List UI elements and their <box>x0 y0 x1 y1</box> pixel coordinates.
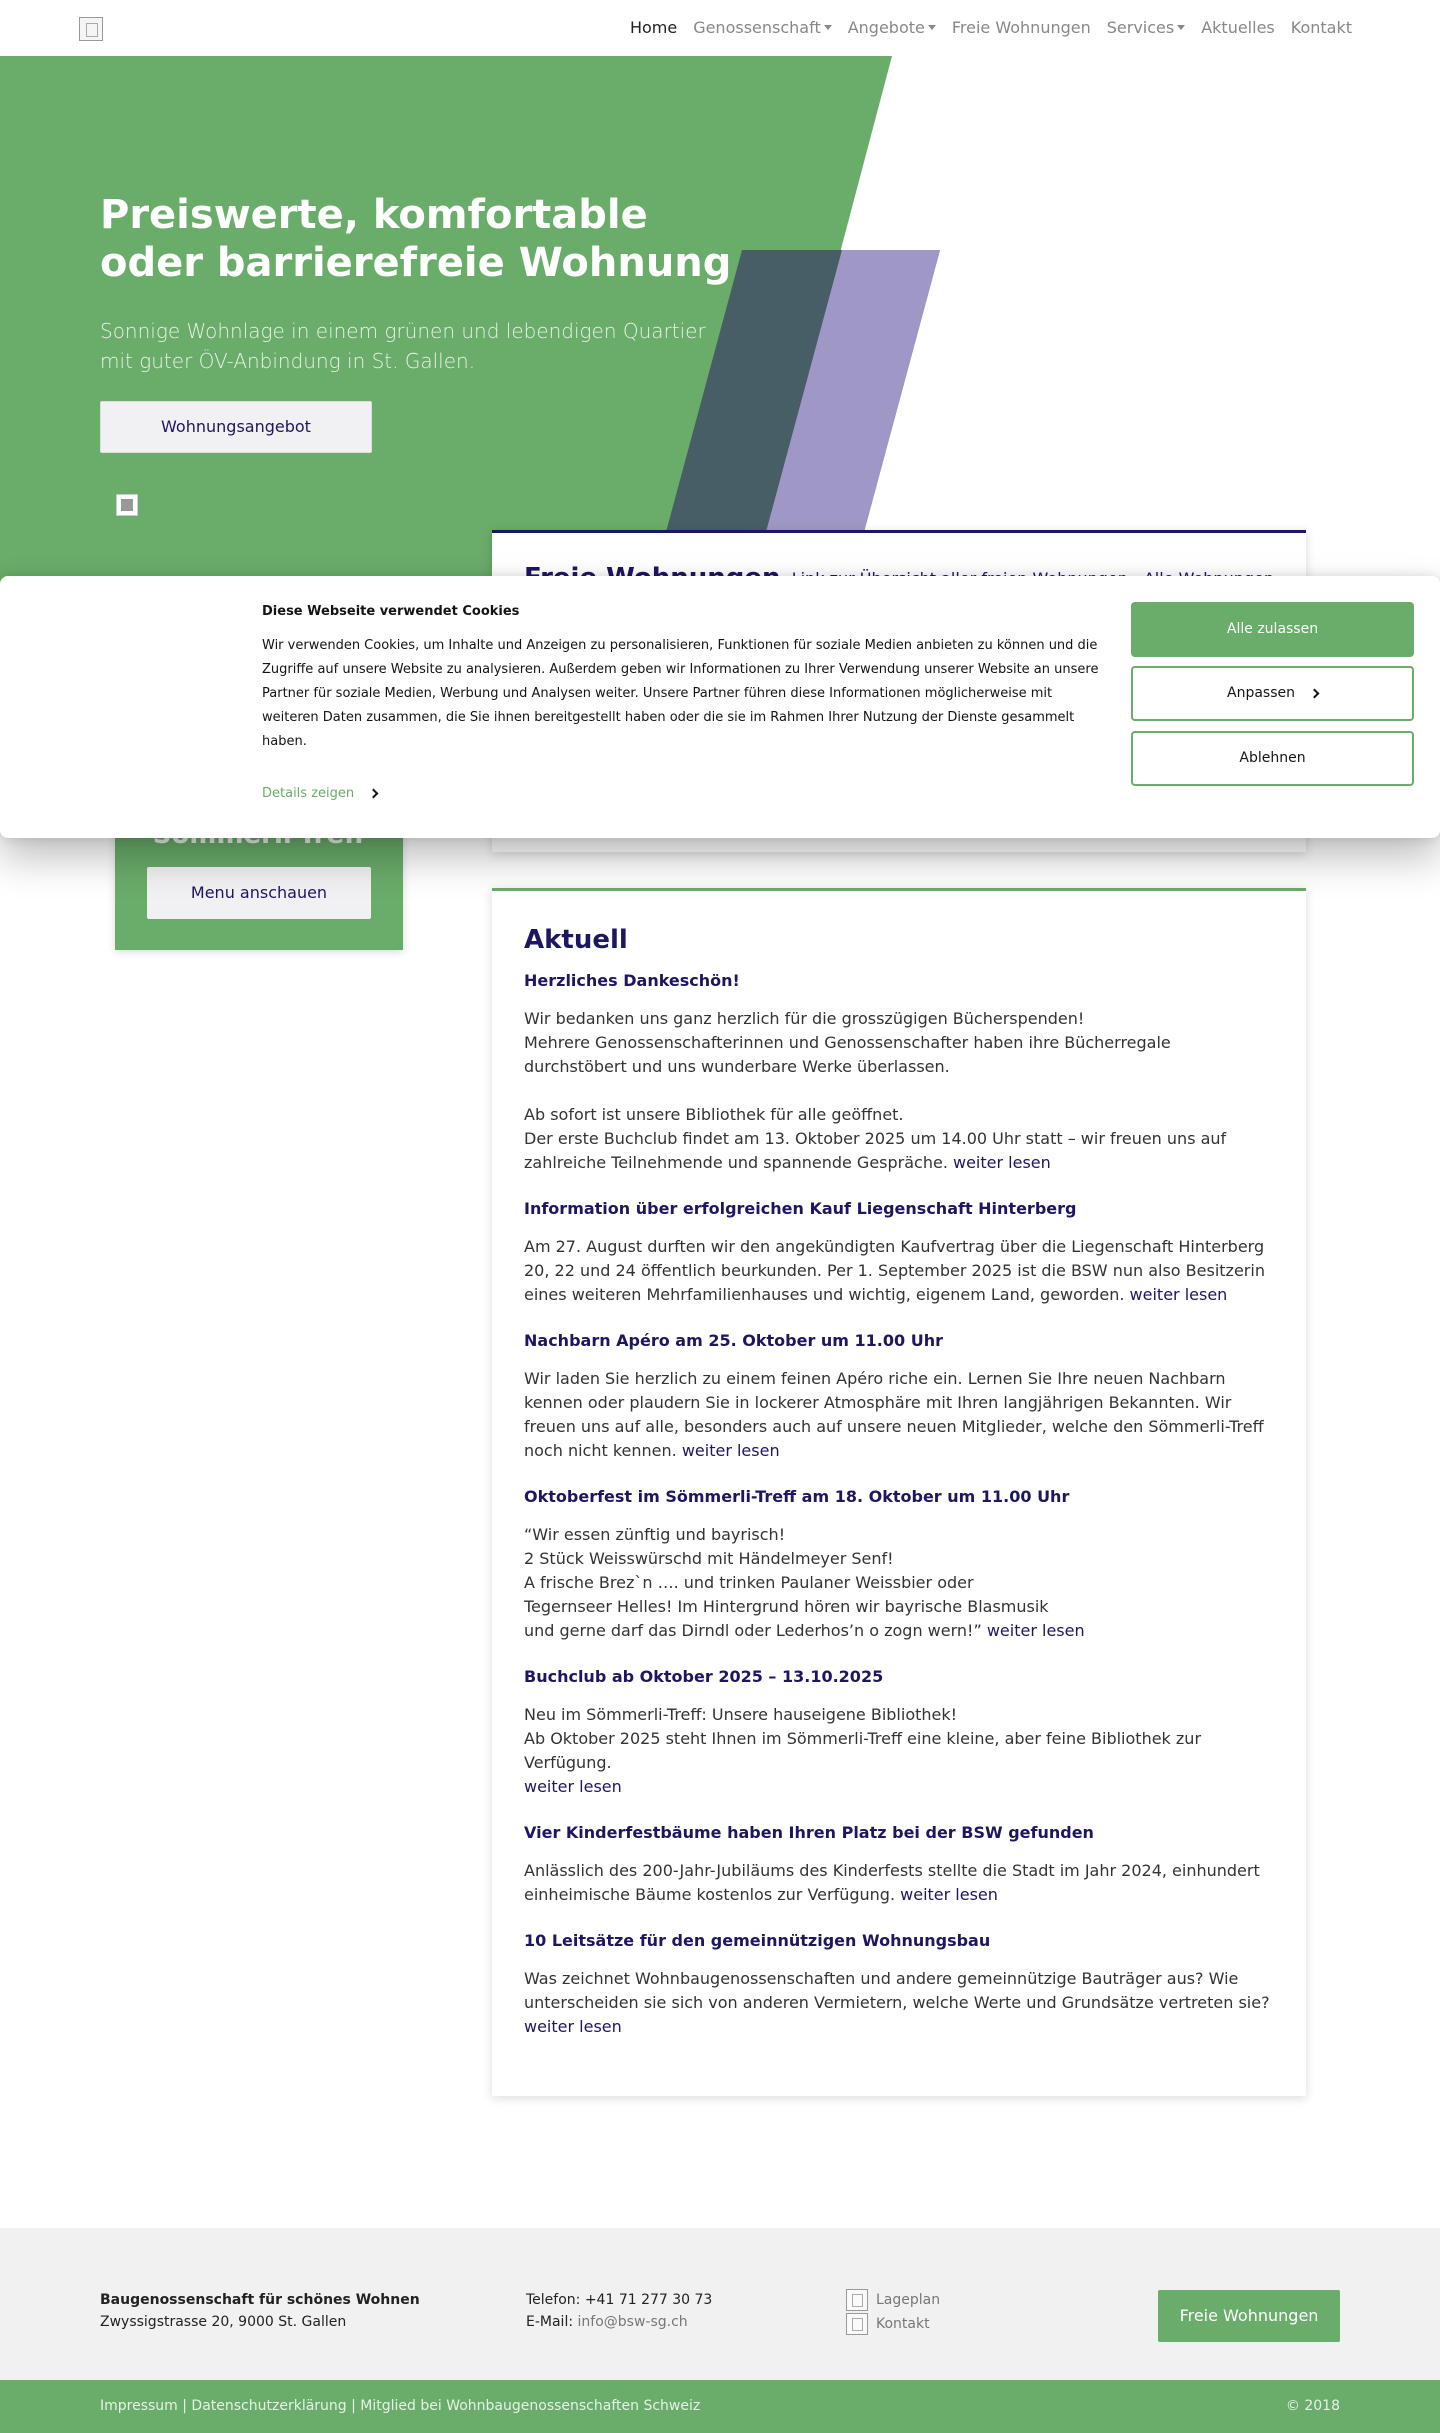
lageplan-icon <box>846 2289 868 2311</box>
news-item <box>524 1197 1274 1307</box>
news-item-body: Neu im Sömmerli-Treff: Unsere hauseigene Bibliothek! Ab Oktober 2025 steht Ihnen im Sömmerli-Treff eine kleine, aber feine Bibliothek zur Verfügung. <box>524 1705 1202 1772</box>
news-item-text <box>524 1859 1274 1907</box>
cookie-deny-button[interactable]: Ablehnen <box>1131 731 1414 786</box>
footer-email-link[interactable]: info@bsw-sg.ch <box>577 2314 688 2330</box>
cookie-details-link[interactable] <box>262 786 377 801</box>
footer-link-kontakt[interactable] <box>846 2312 940 2336</box>
news-item-text <box>524 1235 1274 1307</box>
news-item <box>524 1485 1274 1643</box>
weiter-lesen-link[interactable]: weiter lesen <box>524 2017 622 2036</box>
news-item-text <box>524 1967 1274 2039</box>
news-item-title[interactable]: Buchclub ab Oktober 2025 – 13.10.2025 <box>524 1667 884 1686</box>
news-item-title[interactable]: Information über erfolgreichen Kauf Liegenschaft Hinterberg <box>524 1199 1077 1218</box>
broken-image-icon <box>116 494 138 516</box>
cookie-title: Diese Webseite verwendet Cookies <box>262 604 520 619</box>
cookie-details-label: Details zeigen <box>262 786 355 801</box>
news-item-title[interactable]: Herzliches Dankeschön! <box>524 971 740 990</box>
nav-freie-wohnungen[interactable]: Freie Wohnungen <box>951 18 1091 37</box>
news-item-body: Ab sofort ist unsere Bibliothek für alle geöffnet. Der erste Buchclub findet am 13. Oktober 2025 um 14.00 Uhr statt – wir freuen uns auf zahlreiche Teilnehmende und spannende Gespräche. <box>524 1105 1227 1172</box>
nav-services[interactable]: Services <box>1107 18 1185 37</box>
news-item <box>524 969 1274 1175</box>
main-menu <box>630 18 1352 37</box>
cookie-adjust-button[interactable] <box>1131 666 1414 721</box>
news-item-text <box>524 1367 1274 1463</box>
news-list <box>524 969 1274 2061</box>
footer-org-name: Baugenossenschaft für schönes Wohnen <box>100 2292 420 2308</box>
legal-links[interactable]: Impressum | Datenschutzerklärung | Mitglied bei Wohnbaugenossenschaften Schweiz <box>100 2398 701 2414</box>
news-item-body: Am 27. August durften wir den angekündigten Kaufvertrag über die Liegenschaft Hinterberg 20, 22 und 24 öffentlich beurkunden. Per 1. September 2025 ist die BSW nun also Besitzerin eines weiteren Mehrfamilienhauses und wichtig, eigenem Land, geworden. <box>524 1237 1265 1304</box>
weiter-lesen-link[interactable]: weiter lesen <box>681 1441 780 1460</box>
bottom-bar <box>0 2380 1440 2433</box>
wohnungsangebot-button[interactable]: Wohnungsangebot <box>100 401 372 453</box>
nav-angebote[interactable]: Angebote <box>848 18 936 37</box>
top-navigation <box>0 0 1440 56</box>
weiter-lesen-link[interactable]: weiter lesen <box>953 1153 1051 1172</box>
footer-email-label: E-Mail: <box>526 2314 578 2330</box>
news-heading: Aktuell <box>524 925 628 955</box>
news-item-body: Wir laden Sie herzlich zu einem feinen Apéro riche ein. Lernen Sie Ihre neuen Nachbarn kennen oder plaudern Sie in lockerer Atmosphäre mit Ihren langjährigen Bekannten. Wir freuen uns auf alle, besonders auch auf unsere neuen Mitglieder, welche den Sömmerli-Treff noch nicht kennen. <box>524 1369 1264 1460</box>
nav-kontakt[interactable]: Kontakt <box>1290 18 1352 37</box>
menu-anschauen-button[interactable]: Menu anschauen <box>147 867 371 919</box>
cookie-text: Wir verwenden Cookies, um Inhalte und Anzeigen zu personalisieren, Funktionen für soziale Medien anbieten zu können und die Zugriffe auf unsere Website zu analysieren. Außerdem geben wir Informationen zu Ihrer Verwendung unserer Website an unsere Partner für soziale Medien, Werbung und Analysen weiter. Unsere Partner führen diese Informationen möglicherweise mit weiteren Daten zusammen, die Sie ihnen bereitgestellt haben oder die sie im Rahmen Ihrer Nutzung der Dienste gesammelt haben. <box>262 638 1099 749</box>
cookie-banner <box>0 576 1440 838</box>
news-item-text <box>524 1703 1274 1799</box>
footer-contact-block <box>526 2289 712 2333</box>
news-item-title[interactable]: Nachbarn Apéro am 25. Oktober um 11.00 Uhr <box>524 1331 943 1350</box>
news-item <box>524 1929 1274 2039</box>
kontakt-icon <box>846 2313 868 2335</box>
hero-title: Preiswerte, komfortable oder barrierefreie Wohnung <box>100 192 732 286</box>
footer <box>0 2228 1440 2380</box>
footer-email-line <box>526 2311 712 2333</box>
weiter-lesen-link[interactable]: weiter lesen <box>986 1621 1085 1640</box>
hero-subtitle: Sonnige Wohnlage in einem grünen und lebendigen Quartier mit guter ÖV-Anbindung in St. Gallen. <box>100 319 706 373</box>
news-item <box>524 1665 1274 1799</box>
cookie-allow-all-button[interactable]: Alle zulassen <box>1131 602 1414 657</box>
news-item-title[interactable]: 10 Leitsätze für den gemeinnützigen Wohnungsbau <box>524 1931 991 1950</box>
footer-link-label: Kontakt <box>876 2316 930 2332</box>
news-item-body: “Wir essen zünftig und bayrisch! 2 Stück Weisswürschd mit Händelmeyer Senf! A frische Brez`n …. und trinken Paulaner Weissbier oder Tegernseer Helles! Im Hintergrund hören wir bayrische Blasmusik und gerne darf das Dirndl oder Lederhos’n o zogn wern!” <box>524 1525 1049 1640</box>
weiter-lesen-link[interactable]: weiter lesen <box>1129 1285 1228 1304</box>
news-item-text <box>524 1007 1274 1079</box>
news-item-text <box>524 1103 1274 1175</box>
weiter-lesen-link[interactable]: weiter lesen <box>900 1885 998 1904</box>
footer-address-block <box>100 2289 420 2333</box>
nav-genossenschaft[interactable]: Genossenschaft <box>693 18 832 37</box>
weiter-lesen-link[interactable]: weiter lesen <box>524 1777 622 1796</box>
chevron-right-icon <box>1310 689 1320 699</box>
footer-links <box>846 2288 940 2336</box>
footer-phone[interactable]: Telefon: +41 71 277 30 73 <box>526 2292 713 2308</box>
news-item-title[interactable]: Vier Kinderfestbäume haben Ihren Platz bei der BSW gefunden <box>524 1823 1094 1842</box>
footer-freie-wohnungen-button[interactable]: Freie Wohnungen <box>1158 2290 1340 2342</box>
news-item-body: Wir bedanken uns ganz herzlich für die grosszügigen Bücherspenden! Mehrere Genossenschafterinnen und Genossenschafter haben ihre Bücherregale durchstöbert und uns wunderbare Werke überlassen. <box>524 1009 1171 1076</box>
news-item <box>524 1329 1274 1463</box>
news-item-text <box>524 1523 1274 1643</box>
news-item-title[interactable]: Oktoberfest im Sömmerli-Treff am 18. Oktober um 11.00 Uhr <box>524 1487 1070 1506</box>
footer-link-lageplan[interactable] <box>846 2288 940 2312</box>
chevron-right-icon <box>369 789 379 799</box>
news-item-body: Anlässlich des 200-Jahr-Jubiläums des Kinderfests stellte die Stadt im Jahr 2024, einhundert einheimische Bäume kostenlos zur Verfügung. <box>524 1861 1260 1904</box>
news-item <box>524 1821 1274 1907</box>
logo-icon[interactable] <box>79 17 103 41</box>
news-item-body: Was zeichnet Wohnbaugenossenschaften und andere gemeinnützige Bauträger aus? Wie unterscheiden sie sich von anderen Vermietern, welche Werte und Grundsätze vertreten sie? <box>524 1969 1270 2012</box>
cookie-adjust-label: Anpassen <box>1227 685 1295 701</box>
nav-home[interactable]: Home <box>629 18 678 37</box>
footer-link-label: Lageplan <box>876 2292 941 2308</box>
footer-address: Zwyssigstrasse 20, 9000 St. Gallen <box>100 2314 347 2330</box>
nav-aktuelles[interactable]: Aktuelles <box>1201 18 1275 37</box>
copyright: © 2018 <box>1285 2398 1340 2414</box>
news-card <box>492 888 1306 2096</box>
